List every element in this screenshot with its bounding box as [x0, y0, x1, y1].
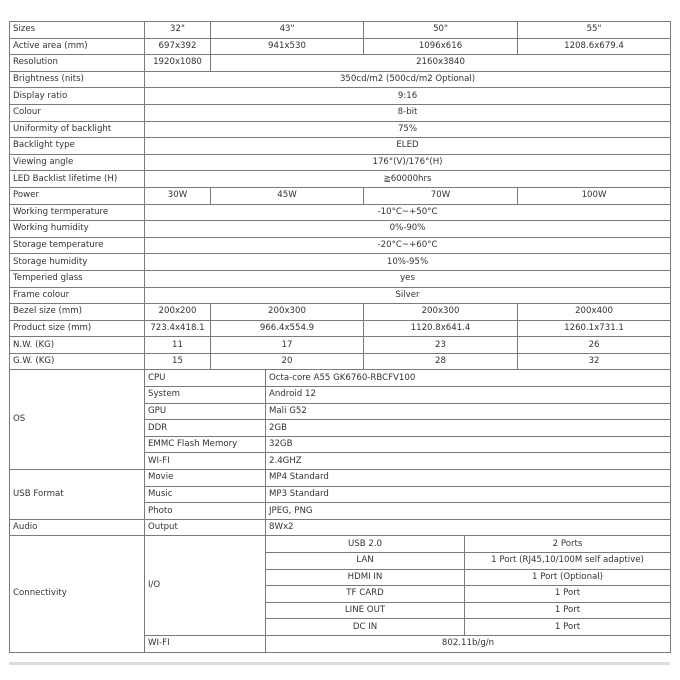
io-port-name: USB 2.0: [266, 536, 465, 553]
active-area-50: 1096x616: [364, 38, 518, 55]
bezel-43: 200x300: [211, 304, 364, 321]
nw-55: 26: [518, 337, 671, 354]
row-audio: [10, 519, 671, 536]
resolution-32: 1920x1080: [145, 55, 211, 72]
label-power: Power: [10, 187, 145, 204]
os-key: DDR: [145, 420, 266, 437]
io-port-name: HDMI IN: [266, 569, 465, 586]
storage-humidity-value: 10%-95%: [145, 254, 671, 271]
row-colour: [10, 104, 671, 121]
os-value: 2.4GHZ: [266, 453, 671, 470]
os-key: WI-FI: [145, 453, 266, 470]
label-bezel-size: Bezel size (mm): [10, 304, 145, 321]
nw-50: 23: [364, 337, 518, 354]
row-display-ratio: [10, 88, 671, 105]
product-size-32: 723.4x418.1: [145, 320, 211, 337]
usb-value: MP4 Standard: [266, 470, 671, 487]
label-product-size: Product size (mm): [10, 320, 145, 337]
os-value: Android 12: [266, 387, 671, 404]
nw-32: 11: [145, 337, 211, 354]
label-led-lifetime: LED Backlist lifetime (H): [10, 171, 145, 188]
label-active-area: Active area (mm): [10, 38, 145, 55]
io-port-value: 1 Port: [465, 619, 671, 636]
product-size-43: 966.4x554.9: [211, 320, 364, 337]
power-32: 30W: [145, 187, 211, 204]
row-viewing-angle: [10, 154, 671, 171]
product-size-50: 1120.8x641.4: [364, 320, 518, 337]
io-port-name: LINE OUT: [266, 602, 465, 619]
size-55: 55": [518, 22, 671, 39]
size-43: 43": [211, 22, 364, 39]
working-temp-value: -10°C~+50°C: [145, 204, 671, 221]
label-frame-colour: Frame colour: [10, 287, 145, 304]
frame-colour-value: Silver: [145, 287, 671, 304]
io-port-name: DC IN: [266, 619, 465, 636]
row-uniformity: [10, 121, 671, 138]
gw-50: 28: [364, 353, 518, 370]
group-os: OS: [10, 370, 145, 470]
row-power: [10, 187, 671, 204]
label-uniformity: Uniformity of backlight: [10, 121, 145, 138]
usb-value: JPEG, PNG: [266, 503, 671, 520]
viewing-angle-value: 176°(V)/176°(H): [145, 154, 671, 171]
os-value: 2GB: [266, 420, 671, 437]
brightness-value: 350cd/m2 (500cd/m2 Optional): [145, 71, 671, 88]
os-key: System: [145, 387, 266, 404]
storage-temp-value: -20°C~+60°C: [145, 237, 671, 254]
os-key: EMMC Flash Memory: [145, 436, 266, 453]
audio-key: Output: [145, 519, 266, 536]
row-active-area: [10, 38, 671, 55]
power-43: 45W: [211, 187, 364, 204]
usb-key: Music: [145, 486, 266, 503]
gw-43: 20: [211, 353, 364, 370]
product-size-55: 1260.1x731.1: [518, 320, 671, 337]
row-working-humidity: [10, 221, 671, 238]
power-50: 70W: [364, 187, 518, 204]
resolution-others: 2160x3840: [211, 55, 671, 72]
label-colour: Colour: [10, 104, 145, 121]
row-sizes: [10, 22, 671, 39]
row-product-size: [10, 320, 671, 337]
spec-table: [9, 21, 671, 653]
label-display-ratio: Display ratio: [10, 88, 145, 105]
os-value: 32GB: [266, 436, 671, 453]
usb-key: Photo: [145, 503, 266, 520]
row-backlight-type: [10, 138, 671, 155]
io-port-value: 1 Port: [465, 602, 671, 619]
io-port-value: 1 Port: [465, 586, 671, 603]
colour-value: 8-bit: [145, 104, 671, 121]
label-viewing-angle: Viewing angle: [10, 154, 145, 171]
os-value: Mali G52: [266, 403, 671, 420]
active-area-55: 1208.6x679.4: [518, 38, 671, 55]
wifi-label: WI-FI: [145, 635, 266, 652]
label-working-temp: Working termperature: [10, 204, 145, 221]
usb-key: Movie: [145, 470, 266, 487]
nw-43: 17: [211, 337, 364, 354]
gw-55: 32: [518, 353, 671, 370]
os-value: Octa-core A55 GK6760-RBCFV100: [266, 370, 671, 387]
active-area-43: 941x530: [211, 38, 364, 55]
label-tempered-glass: Temperied glass: [10, 270, 145, 287]
group-usb-format: USB Format: [10, 470, 145, 520]
label-nw: N.W. (KG): [10, 337, 145, 354]
row-storage-temp: [10, 237, 671, 254]
io-port-value: 1 Port (Optional): [465, 569, 671, 586]
active-area-32: 697x392: [145, 38, 211, 55]
table-bottom-shadow: [9, 662, 670, 665]
label-resolution: Resolution: [10, 55, 145, 72]
label-brightness: Brightness (nits): [10, 71, 145, 88]
label-gw: G.W. (KG): [10, 353, 145, 370]
label-sizes: Sizes: [10, 22, 145, 39]
row-bezel-size: [10, 304, 671, 321]
power-55: 100W: [518, 187, 671, 204]
row-nw: [10, 337, 671, 354]
gw-32: 15: [145, 353, 211, 370]
tempered-glass-value: yes: [145, 270, 671, 287]
bezel-55: 200x400: [518, 304, 671, 321]
label-working-humidity: Working humidity: [10, 221, 145, 238]
usb-value: MP3 Standard: [266, 486, 671, 503]
io-port-value: 2 Ports: [465, 536, 671, 553]
working-humidity-value: 0%-90%: [145, 221, 671, 238]
audio-value: 8Wx2: [266, 519, 671, 536]
size-50: 50": [364, 22, 518, 39]
row-io-usb: [10, 536, 671, 553]
row-storage-humidity: [10, 254, 671, 271]
backlight-type-value: ELED: [145, 138, 671, 155]
bezel-50: 200x300: [364, 304, 518, 321]
group-connectivity: Connectivity: [10, 536, 145, 652]
row-tempered-glass: [10, 270, 671, 287]
wifi-value: 802.11b/g/n: [266, 635, 671, 652]
uniformity-value: 75%: [145, 121, 671, 138]
led-lifetime-value: ≧60000hrs: [145, 171, 671, 188]
display-ratio-value: 9:16: [145, 88, 671, 105]
row-os-cpu: [10, 370, 671, 387]
row-usb-movie: [10, 470, 671, 487]
io-label: I/O: [145, 536, 266, 636]
row-frame-colour: [10, 287, 671, 304]
row-working-temp: [10, 204, 671, 221]
label-storage-humidity: Storage humidity: [10, 254, 145, 271]
row-led-lifetime: [10, 171, 671, 188]
row-resolution: [10, 55, 671, 72]
io-port-name: TF CARD: [266, 586, 465, 603]
os-key: CPU: [145, 370, 266, 387]
io-port-name: LAN: [266, 553, 465, 570]
label-storage-temp: Storage temperature: [10, 237, 145, 254]
os-key: GPU: [145, 403, 266, 420]
size-32: 32": [145, 22, 211, 39]
group-audio: Audio: [10, 519, 145, 536]
bezel-32: 200x200: [145, 304, 211, 321]
row-brightness: [10, 71, 671, 88]
io-port-value: 1 Port (RJ45,10/100M self adaptive): [465, 553, 671, 570]
label-backlight-type: Backlight type: [10, 138, 145, 155]
row-gw: [10, 353, 671, 370]
